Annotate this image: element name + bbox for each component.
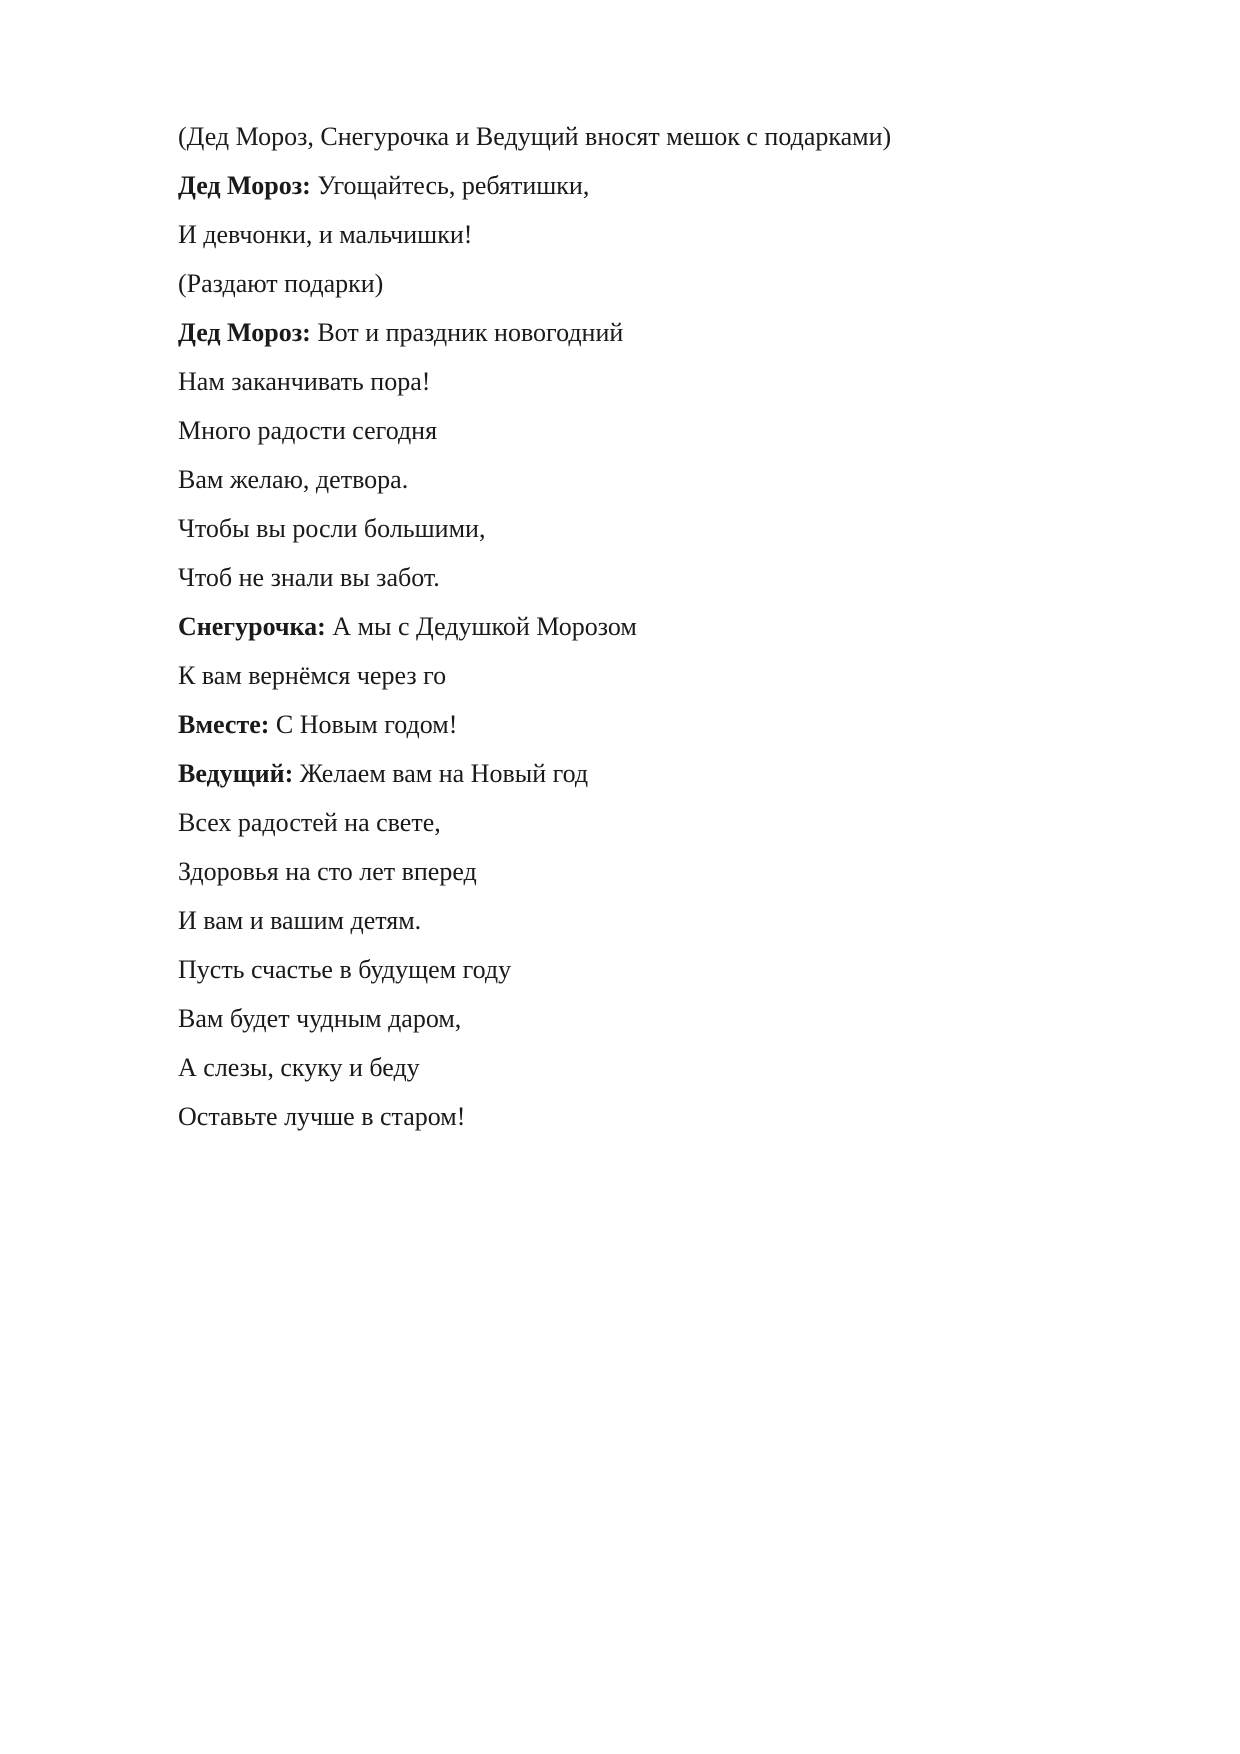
line-text: Здоровья на сто лет вперед [178,857,477,886]
speaker-label: Ведущий: [178,759,294,788]
text-line [178,357,1078,406]
text-line [178,1043,1078,1092]
text-line [178,994,1078,1043]
speaker-label: Вместе: [178,710,270,739]
line-text: А слезы, скуку и беду [178,1053,420,1082]
text-line [178,651,1078,700]
line-text: Угощайтесь, ребятишки, [310,171,590,200]
speaker-label: Дед Мороз: [178,171,311,200]
text-line [178,602,1078,651]
line-text: Вот и праздник новогодний [310,318,624,347]
line-text: Вам будет чудным даром, [178,1004,462,1033]
text-line [178,945,1078,994]
text-line [178,700,1078,749]
text-line [178,112,1078,161]
text-line [178,455,1078,504]
text-line [178,406,1078,455]
text-line [178,553,1078,602]
line-text: Всех радостей на свете, [178,808,441,837]
line-text: С Новым годом! [269,710,458,739]
line-text: А мы с Дедушкой Морозом [325,612,637,641]
line-text: (Дед Мороз, Снегурочка и Ведущий вносят мешок с подарками) [178,122,892,151]
speaker-label: Снегурочка: [178,612,326,641]
line-text: К вам вернёмся через го [178,661,447,690]
line-text: Оставьте лучше в старом! [178,1102,466,1131]
line-text: Много радости сегодня [178,416,438,445]
text-line [178,161,1078,210]
line-text: И вам и вашим детям. [178,906,422,935]
text-line [178,259,1078,308]
line-text: (Раздают подарки) [178,269,384,298]
line-text: И девчонки, и мальчишки! [178,220,473,249]
text-line [178,308,1078,357]
text-line [178,1092,1078,1141]
text-line [178,847,1078,896]
speaker-label: Дед Мороз: [178,318,311,347]
text-line [178,896,1078,945]
script-text [178,112,1078,1141]
line-text: Чтоб не знали вы забот. [178,563,440,592]
text-line [178,798,1078,847]
line-text: Вам желаю, детвора. [178,465,409,494]
text-line [178,749,1078,798]
line-text: Чтобы вы росли большими, [178,514,486,543]
line-text: Нам заканчивать пора! [178,367,431,396]
line-text: Желаем вам на Новый год [293,759,589,788]
text-line [178,504,1078,553]
text-line [178,210,1078,259]
line-text: Пусть счастье в будущем году [178,955,512,984]
